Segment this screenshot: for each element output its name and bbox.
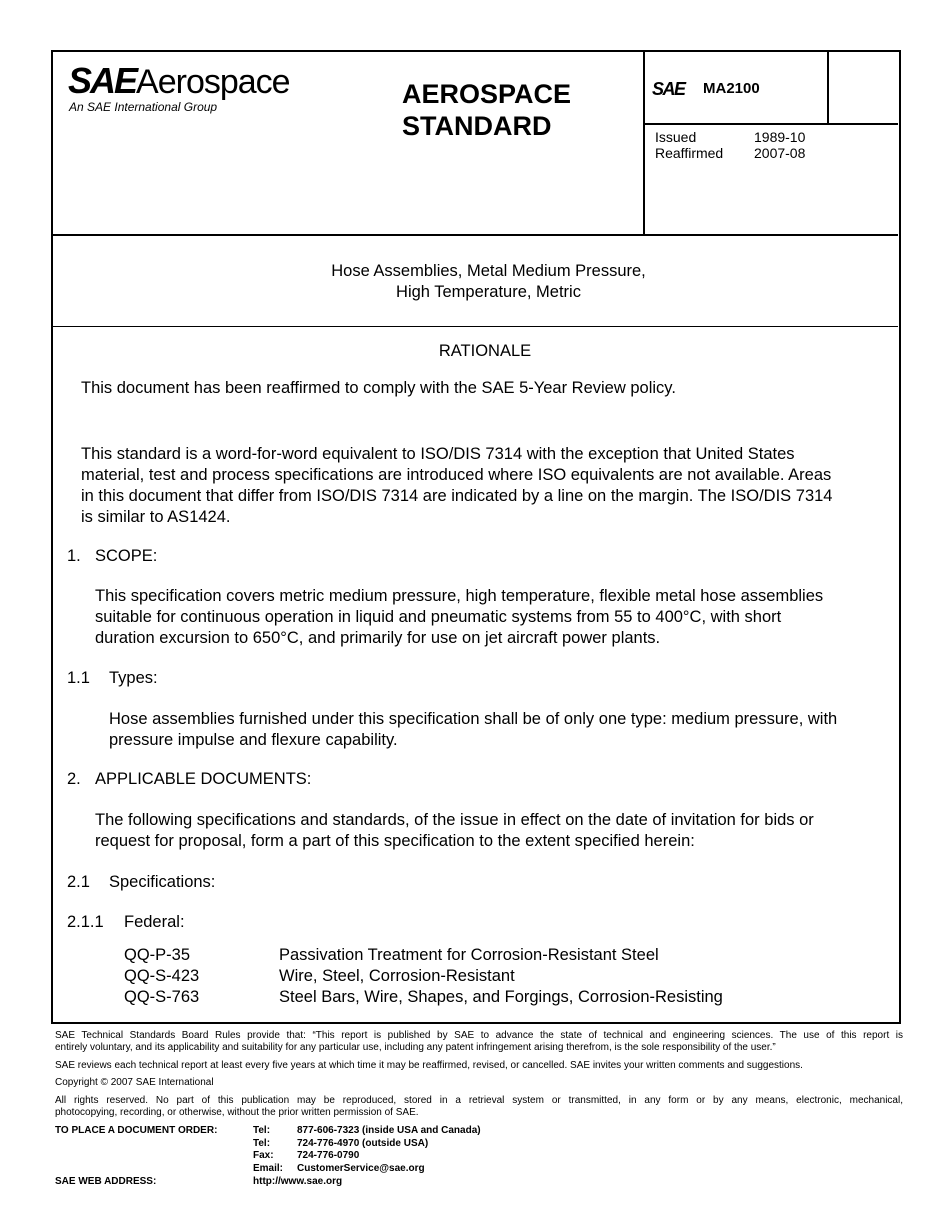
section-2-1-title: Specifications: bbox=[109, 873, 216, 891]
spec-title: Steel Bars, Wire, Shapes, and Forgings, Corrosion-Resisting bbox=[279, 988, 723, 1006]
tel1-value: 877-606-7323 (inside USA and Canada) bbox=[297, 1125, 481, 1136]
tel2-label: Tel: bbox=[253, 1137, 271, 1149]
tel1-label: Tel: bbox=[253, 1125, 271, 1136]
section-1-line3: duration excursion to 650°C, and primarily for use on jet aircraft power plants. bbox=[95, 629, 661, 647]
section-2-number: 2. bbox=[67, 770, 81, 788]
spec-code: QQ-P-35 bbox=[124, 946, 191, 964]
fax-label: Fax: bbox=[253, 1150, 274, 1161]
contact-row-email bbox=[253, 1163, 481, 1176]
intro-line3: in this document that differ from ISO/DIS 7314 are indicated by a line on the margin. The ISO/DIS 7314 bbox=[81, 487, 833, 505]
doc-number-rule bbox=[644, 123, 898, 125]
footer-rights bbox=[55, 1095, 903, 1119]
title-line2: High Temperature, Metric bbox=[396, 283, 581, 301]
spec-row bbox=[124, 945, 824, 966]
footer-rights-line1: All rights reserved. No part of this publication may be reproduced, stored in a retrieval system or transmitted, in any form or by any means, electronic, mechanical, bbox=[55, 1095, 903, 1106]
contact-row-tel1 bbox=[253, 1125, 481, 1138]
footer-review: SAE reviews each technical report at least every five years at which time it may be reaffirmed, revised, or cancelled. SAE invites your written comments and suggestions. bbox=[55, 1060, 803, 1071]
header-rule bbox=[52, 234, 898, 236]
footer-rules-line1: SAE Technical Standards Board Rules provide that: “This report is published by SAE to advance the state of technical and engineering sciences. The use of this report is bbox=[55, 1030, 903, 1041]
intro-paragraph bbox=[81, 444, 881, 528]
standard-title bbox=[402, 78, 571, 142]
section-1-line2: suitable for continuous operation in liquid and pneumatic systems from 55 to 400°C, with short bbox=[95, 608, 782, 626]
reaffirmed-value: 2007-08 bbox=[754, 145, 806, 161]
order-contacts bbox=[253, 1125, 481, 1175]
issued-label: Issued bbox=[655, 129, 697, 145]
rationale-heading: RATIONALE bbox=[438, 342, 532, 360]
section-1-1-line1: Hose assemblies furnished under this specification shall be of only one type: medium pressure, with bbox=[109, 710, 838, 728]
section-1-paragraph bbox=[95, 586, 885, 649]
section-2-line1: The following specifications and standards, of the issue in effect on the date of invitation for bids or bbox=[95, 811, 814, 829]
spec-title: Passivation Treatment for Corrosion-Resistant Steel bbox=[279, 946, 659, 964]
intro-line4: is similar to AS1424. bbox=[81, 508, 231, 526]
doc-sae-logo: SAE bbox=[652, 79, 685, 99]
section-1-number: 1. bbox=[67, 547, 81, 565]
footer-rules bbox=[55, 1030, 903, 1054]
email-label: Email: bbox=[253, 1162, 284, 1174]
contact-row-fax bbox=[253, 1150, 481, 1163]
title-line1: Hose Assemblies, Metal Medium Pressure, bbox=[331, 262, 646, 280]
rationale-text: This document has been reaffirmed to comply with the SAE 5-Year Review policy. bbox=[81, 379, 676, 397]
order-label: TO PLACE A DOCUMENT ORDER: bbox=[55, 1125, 218, 1136]
contact-row-tel2 bbox=[253, 1138, 481, 1151]
standard-title-line1: AEROSPACE bbox=[402, 79, 572, 109]
spec-title: Wire, Steel, Corrosion-Resistant bbox=[279, 967, 515, 985]
section-1-line1: This specification covers metric medium pressure, high temperature, flexible metal hose assemblies bbox=[95, 587, 824, 605]
tel2-value: 724-776-4970 (outside USA) bbox=[297, 1137, 429, 1149]
doc-number-divider bbox=[827, 51, 829, 124]
header-divider-vertical bbox=[643, 51, 645, 236]
web-label: SAE WEB ADDRESS: bbox=[55, 1176, 157, 1187]
email-value[interactable]: CustomerService@sae.org bbox=[297, 1162, 425, 1174]
federal-spec-list bbox=[124, 945, 824, 1008]
spec-code: QQ-S-423 bbox=[124, 967, 200, 985]
section-2-1-1-title: Federal: bbox=[124, 913, 185, 931]
standard-title-line2: STANDARD bbox=[402, 111, 552, 141]
section-2-paragraph bbox=[95, 810, 885, 852]
sae-aerospace-logo bbox=[68, 60, 290, 102]
section-2-line2: request for proposal, form a part of this specification to the extent specified herein: bbox=[95, 832, 695, 850]
spec-row bbox=[124, 966, 824, 987]
section-2-1-1-number: 2.1.1 bbox=[67, 913, 104, 931]
footer-rules-line2: entirely voluntary, and its applicability and suitability for any particular use, including any patent infringement arising therefrom, is the sole responsibility of the user.” bbox=[55, 1042, 776, 1053]
section-1-1-number: 1.1 bbox=[67, 669, 90, 687]
footer-rights-line2: photocopying, recording, or otherwise, without the prior written permission of SAE. bbox=[55, 1107, 419, 1118]
logo-aerospace-text: Aerospace bbox=[136, 63, 290, 101]
intro-line2: material, test and process specifications are introduced where ISO equivalents are not available. Areas bbox=[81, 466, 832, 484]
section-2-1-number: 2.1 bbox=[67, 873, 90, 891]
spec-row bbox=[124, 987, 824, 1008]
section-2-title: APPLICABLE DOCUMENTS: bbox=[95, 770, 312, 788]
section-1-title: SCOPE: bbox=[95, 547, 158, 565]
logo-sae-text: SAE bbox=[68, 60, 137, 101]
web-address-link[interactable]: http://www.sae.org bbox=[253, 1176, 343, 1187]
issued-value: 1989-10 bbox=[754, 129, 806, 145]
spec-code: QQ-S-763 bbox=[124, 988, 200, 1006]
title-rule bbox=[52, 326, 898, 327]
section-1-1-paragraph bbox=[109, 709, 889, 751]
doc-number: MA2100 bbox=[703, 80, 760, 97]
section-1-1-line2: pressure impulse and flexure capability. bbox=[109, 731, 398, 749]
intro-line1: This standard is a word-for-word equivalent to ISO/DIS 7314 with the exception that United States bbox=[81, 445, 795, 463]
footer-copyright: Copyright © 2007 SAE International bbox=[55, 1077, 214, 1088]
logo-subtitle: An SAE International Group bbox=[69, 100, 218, 114]
fax-value: 724-776-0790 bbox=[297, 1150, 360, 1161]
section-1-1-title: Types: bbox=[109, 669, 158, 687]
document-title bbox=[52, 261, 925, 303]
reaffirmed-label: Reaffirmed bbox=[655, 145, 724, 161]
